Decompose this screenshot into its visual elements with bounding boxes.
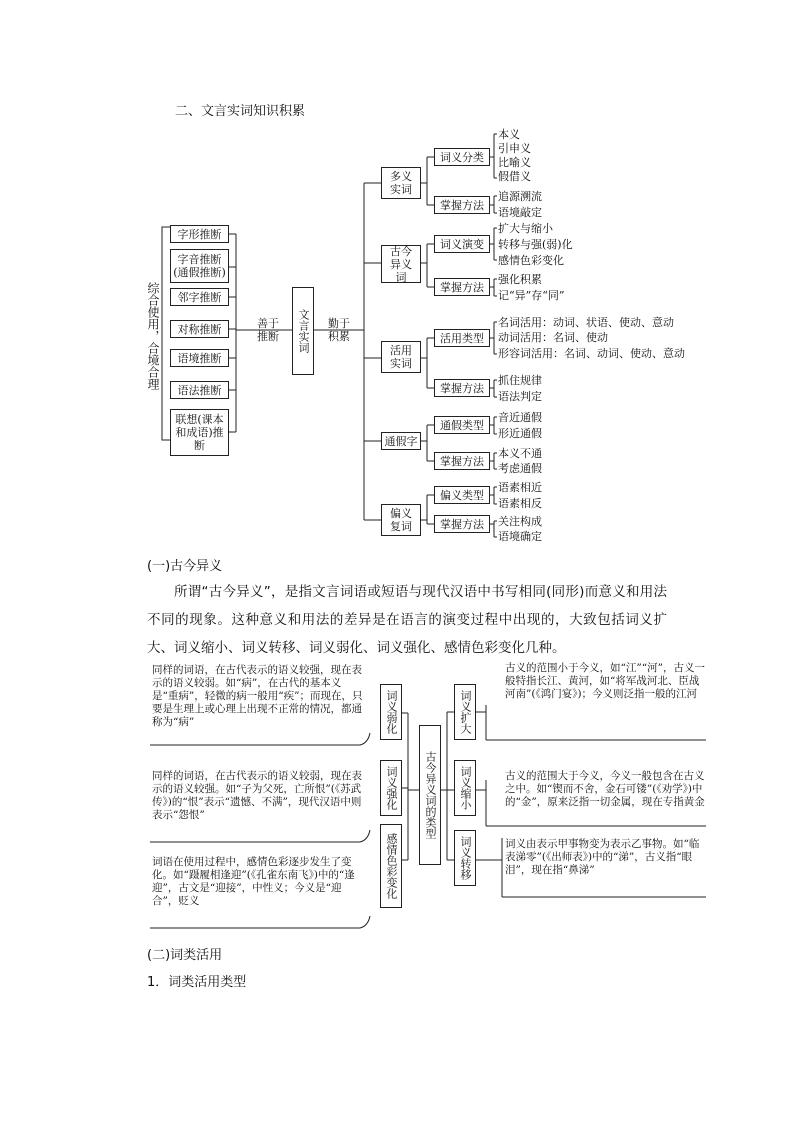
type-description: 同样的词语，在古代表示的语义较强，现在表示的语义较弱。如“病”，在古代的基本义是“重病”，轻微的病一般用“疾”；而现在，只要是生理上或心理上出现不正常的情况，都通称为“病” [152,664,363,728]
leaf-item: 关注构成 [498,515,542,528]
sub-box: 通假类型 [434,416,490,434]
type-label: 词义扩大 [454,684,476,740]
subsection-title: (一)古今异义 [147,559,223,574]
left-vertical-label: 综合使用，合境合理 [146,282,160,390]
type-description: 词义由表示甲事物变为表示乙事物。如“临表涕零”(《出师表》)中的“涕”，古义指“眼泪”，现在指“鼻涕” [505,838,700,876]
type-description: 词语在使用过程中，感情色彩逐步发生了变化。如“蹑履相逢迎”(《孔雀东南飞》)中的“逢迎”，古文是“迎接”，中性义；今义是“迎合”，贬义 [152,856,355,907]
leaf-item: 语境确定 [498,530,542,543]
method-box: 语法推断 [170,381,229,399]
sub-box: 掌握方法 [434,379,490,397]
type-label: 词义弱化 [380,684,402,740]
method-box: 邻字推断 [170,288,229,306]
category-box: 活用实词 [381,341,421,373]
leaf-item: 转移与强(弱)化 [498,238,573,251]
link-label-left: 善于推断 [257,317,279,343]
type-label: 感情色彩变化 [380,824,402,908]
leaf-item: 语境敲定 [498,206,542,219]
types-center-box: 古今异义词的类型 [419,725,441,865]
method-box: 字形推断 [170,225,229,243]
leaf-item: 引申义 [498,142,531,155]
category-box: 偏义复词 [381,504,421,536]
link-label-right: 勤于积累 [328,317,350,343]
leaf-item: 假借义 [498,170,531,183]
sub-box: 掌握方法 [434,515,490,533]
leaf-item: 记“异”存“同” [498,289,565,302]
method-box: 对称推断 [170,320,229,338]
type-label: 词义强化 [380,760,402,816]
leaf-item: 强化积累 [498,273,542,286]
type-label: 词义缩小 [454,760,476,816]
sub-box: 掌握方法 [434,196,490,214]
subsection-title: (二)词类活用 [147,948,223,963]
type-label: 词义转移 [454,830,476,886]
leaf-item: 语素相反 [498,497,542,510]
leaf-item: 追源溯流 [498,190,542,203]
leaf-item: 抓住规律 [498,374,542,387]
leaf-item: 感情色彩变化 [498,254,564,267]
leaf-item: 扩大与缩小 [498,222,553,235]
list-heading: 1．词类活用类型 [147,975,247,990]
section-title: 二、文言实词知识积累 [175,104,306,119]
type-description: 古义的范围大于今义，今义一般包含在古义之中。如“锲而不舍，金石可镂”(《劝学》)中的“金”，原来泛指一切金属，现在专指黄金 [505,770,705,808]
leaf-item: 音近通假 [498,411,542,424]
method-box: 联想(课本和成语)推断 [170,409,229,456]
category-box: 多义实词 [381,167,421,199]
paragraph: 所谓“古今异义”，是指文言词语或短语与现代汉语中书写相同(同形)而意义和用法不同的现象。这种意义和用法的差异是在语言的演变过程中出现的，大致包括词义扩大、词义缩小、词义转移、词义弱化、词义强化、感情色彩变化几种。 [147,584,667,656]
sub-box: 掌握方法 [434,452,490,470]
type-description: 同样的词语，在古代表示的语义较弱，现在表示的语义较强。如“子为父死，亡所恨”(《苏武传》)的“恨”表示“遗憾、不满”，现代汉语中则表示“怨恨” [152,770,362,821]
leaf-item: 考虑通假 [498,462,542,475]
method-box: 语境推断 [170,349,229,367]
leaf-item: 语素相近 [498,481,542,494]
leaf-item: 形近通假 [498,427,542,440]
type-description: 古义的范围小于今义，如“江”“河”，古义一般特指长江、黄河，如“将军战河北、臣战河南”(《鸿门宴》)；今义则泛指一般的江河 [505,662,705,700]
leaf-item: 形容词活用：名词、动词、使动、意动 [498,347,685,360]
leaf-item: 语法判定 [498,390,542,403]
sub-box: 词义演变 [434,235,490,253]
leaf-item: 名词活用：动词、状语、使动、意动 [498,316,674,329]
leaf-item: 动词活用：名词、使动 [498,331,608,344]
leaf-item: 本义不通 [498,447,542,460]
category-box: 通假字 [381,432,421,450]
category-box: 古今异义词 [381,245,421,283]
sub-box: 偏义类型 [434,486,490,504]
method-box: 字音推断(通假推断) [170,249,229,283]
sub-box: 词义分类 [434,148,490,166]
center-box: 文言实词 [292,287,314,375]
sub-box: 掌握方法 [434,278,490,296]
leaf-item: 比喻义 [498,156,531,169]
leaf-item: 本义 [498,128,520,141]
sub-box: 活用类型 [434,329,490,347]
